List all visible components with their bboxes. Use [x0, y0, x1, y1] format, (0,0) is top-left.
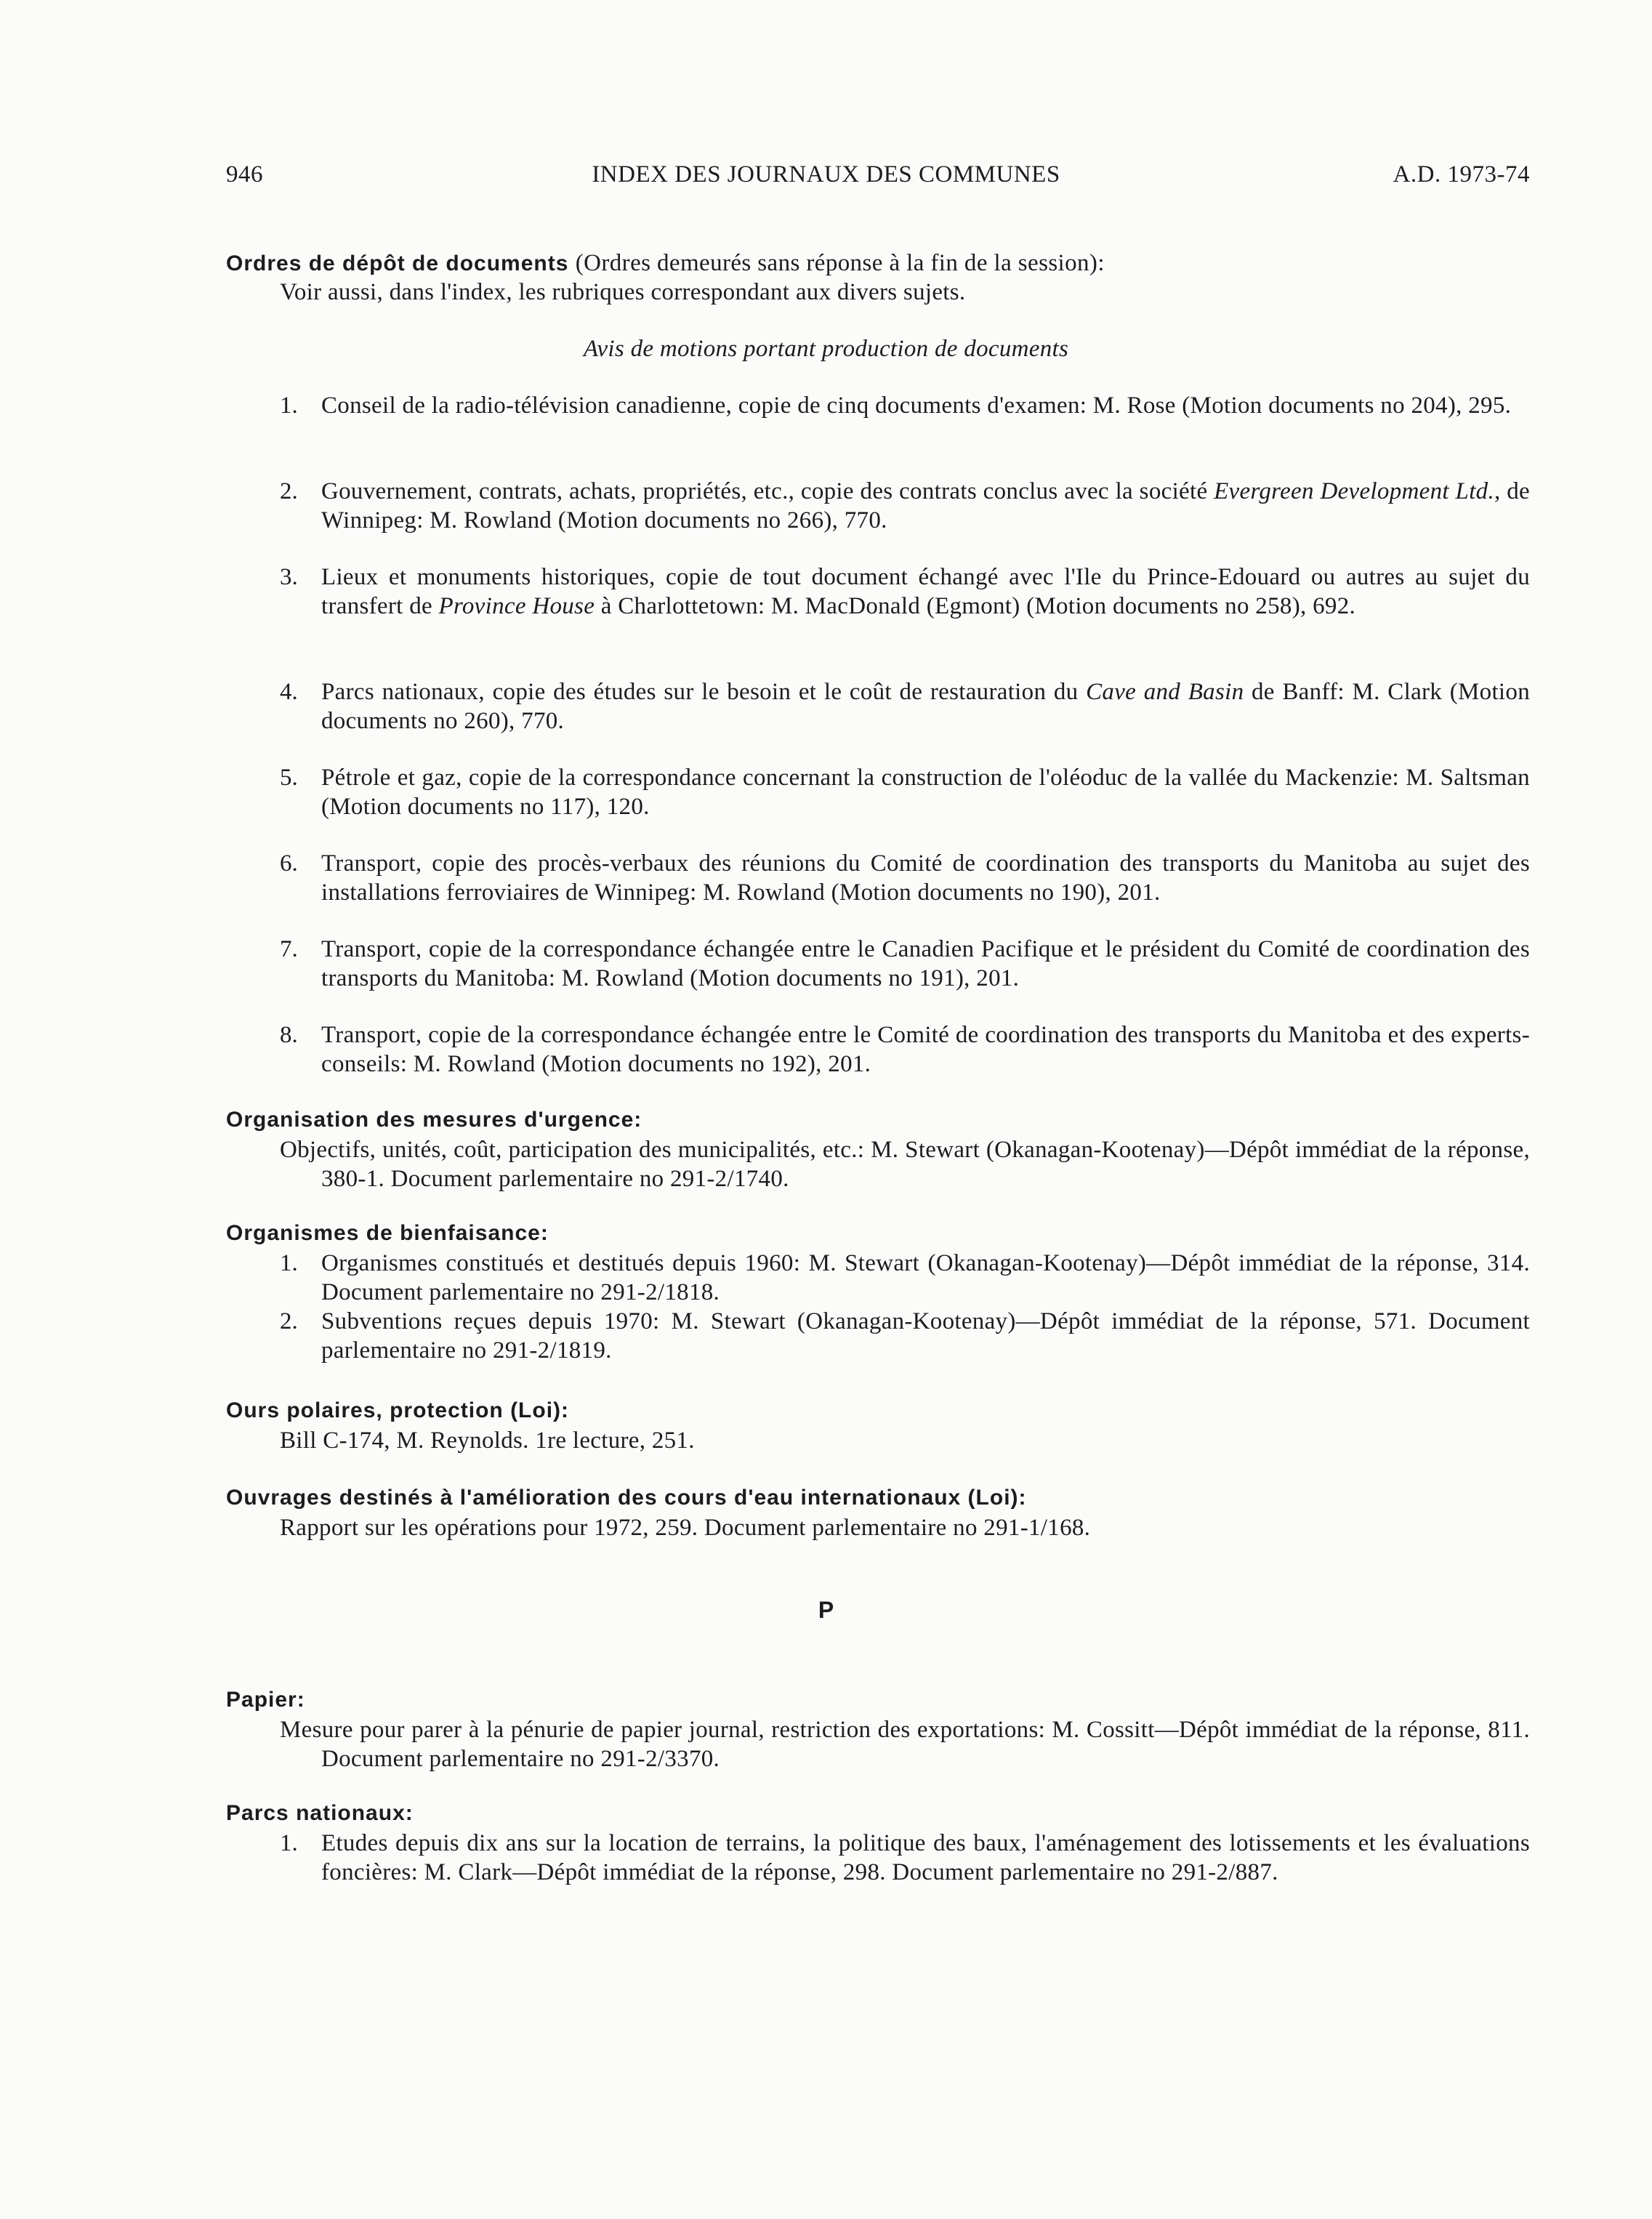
entry-heading-ours: Ours polaires, protection (Loi): [226, 1398, 570, 1422]
item-text: Subventions reçues depuis 1970: M. Stewart (Okanagan-Kootenay)—Dépôt immédiat de la réponse, 571. Document parlementaire no 291-2/1819. [321, 1308, 1530, 1364]
item-number: 1. [280, 392, 298, 419]
item-text: Etudes depuis dix ans sur la location de terrains, la politique des baux, l'aménagement des lotissements et les évaluations foncières: M. Clark—Dépôt immédiat de la réponse, 298. Document parlementaire no 291-2/887. [321, 1830, 1530, 1885]
item-number: 2. [280, 478, 298, 504]
item-text: Transport, copie de la correspondance échangée entre le Comité de coordination des transports du Manitoba et des experts-conseils: M. Rowland (Motion documents no 192), 201. [321, 1022, 1530, 1077]
item-text: Transport, copie de la correspondance échangée entre le Canadien Pacifique et le président du Comité de coordination des transports du Manitoba: M. Rowland (Motion documents no 191), 201. [321, 936, 1530, 991]
item-text: Organismes constitués et destitués depuis 1960: M. Stewart (Okanagan-Kootenay)—Dépôt immédiat de la réponse, 314. Document parlementaire no 291-2/1818. [321, 1250, 1530, 1305]
section-letter: P [818, 1597, 834, 1623]
page-number: 946 [226, 161, 263, 188]
item-number: 2. [280, 1308, 298, 1334]
entry-heading-organismes: Organismes de bienfaisance: [226, 1221, 549, 1245]
entry-heading-parcs: Parcs nationaux: [226, 1801, 414, 1825]
item-number: 8. [280, 1022, 298, 1048]
running-year: A.D. 1973-74 [1393, 161, 1530, 188]
item-number: 3. [280, 564, 298, 590]
entry-heading-papier: Papier: [226, 1688, 305, 1712]
item-number: 1. [280, 1830, 298, 1856]
item-text: Parcs nationaux, copie des études sur le besoin et le coût de restauration du Cave and Basin de Banff: M. Clark (Motion documents no 260), 770. [321, 679, 1530, 734]
entry-text-organisation: Objectifs, unités, coût, participation des municipalités, etc.: M. Stewart (Okanagan-Kootenay)—Dépôt immédiat de la réponse, 380-1. Document parlementaire no 291-2/1740. [280, 1137, 1530, 1192]
item-number: 7. [280, 936, 298, 962]
item-text: Conseil de la radio-télévision canadienne, copie de cinq documents d'examen: M. Rose (Motion documents no 204), 295. [321, 392, 1512, 419]
item-text: Gouvernement, contrats, achats, propriétés, etc., copie des contrats conclus avec la société Evergreen Development Ltd., de Winnipeg: M. Rowland (Motion documents no 266), 770. [321, 478, 1531, 533]
item-text: Transport, copie des procès-verbaux des réunions du Comité de coordination des transports du Manitoba au sujet des installations ferroviaires de Winnipeg: M. Rowland (Motion documents no 190), 201. [321, 850, 1530, 906]
section-subtitle: Avis de motions portant production de documents [583, 336, 1069, 362]
item-text: Lieux et monuments historiques, copie de tout document échangé avec l'Ile du Prince-Edouard ou autres au sujet du transfert de Province House à Charlottetown: M. MacDonald (Egmont) (Motion documents no 258), 692. [321, 564, 1530, 619]
entry-heading-organisation: Organisation des mesures d'urgence: [226, 1108, 642, 1132]
entry-text-ours: Bill C-174, M. Reynolds. 1re lecture, 251. [280, 1427, 695, 1454]
running-title: INDEX DES JOURNAUX DES COMMUNES [592, 161, 1060, 188]
entry-text-ouvrages: Rapport sur les opérations pour 1972, 259. Document parlementaire no 291-1/168. [280, 1515, 1091, 1541]
entry-text-papier: Mesure pour parer à la pénurie de papier journal, restriction des exportations: M. Cossitt—Dépôt immédiat de la réponse, 811. Document parlementaire no 291-2/3370. [280, 1717, 1530, 1772]
entry-heading-tail: (Ordres demeurés sans réponse à la fin de la session): [575, 250, 1105, 276]
item-number: 4. [280, 679, 298, 705]
entry-heading-label: Ordres de dépôt de documents [226, 251, 569, 275]
item-number: 6. [280, 850, 298, 877]
entry-heading-ordres [226, 250, 1105, 277]
entry-heading-ouvrages: Ouvrages destinés à l'amélioration des cours d'eau internationaux (Loi): [226, 1486, 1027, 1510]
see-also-note: Voir aussi, dans l'index, les rubriques correspondant aux divers sujets. [280, 279, 966, 305]
item-number: 1. [280, 1250, 298, 1276]
item-text: Pétrole et gaz, copie de la correspondance concernant la construction de l'oléoduc de la vallée du Mackenzie: M. Saltsman (Motion documents no 117), 120. [321, 765, 1530, 820]
item-number: 5. [280, 765, 298, 791]
